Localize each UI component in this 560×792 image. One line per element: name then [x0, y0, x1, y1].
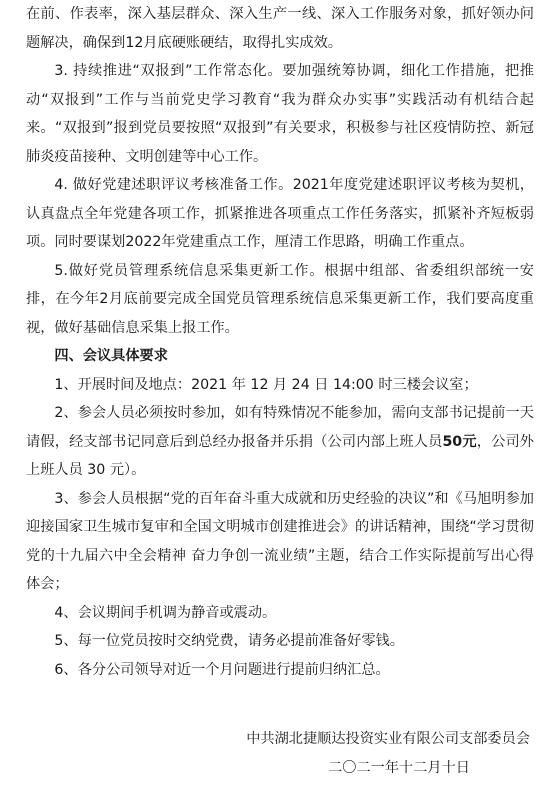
section-heading: 四、会议具体要求 [54, 348, 168, 364]
document-body [26, 0, 534, 684]
item-3-paragraph: 3. 持续推进“双报到”工作常态化。要加强统筹协调，细化工作措施，把推动“双报到”工作与当前党史学习教育“我为群众办实事”实践活动有机结合起来。“双报到”报到党员要按照“双报到”有关要求，积极参与社区疫情防控、新冠肺炎疫苗接种、文明创建等中心工作。 [26, 63, 534, 165]
item-5-paragraph: 5.做好党员管理系统信息采集更新工作。根据中组部、省委组织部统一安排，在今年2月底前要完成全国党员管理系统信息采集更新工作，我们要高度重视，做好基础信息采集上报工作。 [26, 262, 534, 336]
signature-organization: 中共湖北捷顺达投资实业有限公司支部委员会 [246, 731, 530, 747]
requirement-6: 6、各分公司领导对近一个月问题进行提前归纳汇总。 [54, 661, 390, 678]
requirement-1: 1、开展时间及地点：2021 年 12 月 24 日 14:00 时三楼会议室； [54, 376, 478, 393]
requirement-2-text-a: 2、参会人员必须按时参加，如有特殊情况不能参加，需向支部书记提前一天请假，经支部书记同意后到总经办报备并乐捐（公司内部上班人员 [26, 405, 534, 450]
intro-paragraph: 在前、作表率，深入基层群众、深入生产一线、深入工作服务对象，抓好领办问题解决，确保到12月底硬账硬结，取得扎实成效。 [26, 6, 534, 51]
item-4-paragraph: 4. 做好党建述职评议考核准备工作。2021年度党建述职评议考核为契机，认真盘点全年党建各项工作，抓紧推进各项重点工作任务落实，抓紧补齐短板弱项。同时要谋划2022年党建重点工作，厘清工作思路，明确工作重点。 [26, 177, 534, 250]
requirement-2-fee-bold: 50元 [442, 433, 477, 450]
requirement-3: 3、参会人员根据“党的百年奋斗重大成就和历史经验的决议”和《马旭明参加迎接国家卫生城市复审和全国文明城市创建推进会》的讲话精神，围绕“学习贯彻党的十九届六中全会精神 奋力争创一流业绩”主题，结合工作实际提前写出心得体会； [26, 490, 534, 592]
requirement-2-text-b: ，公司外上班人员 30 元）。 [26, 433, 534, 478]
requirement-5: 5、每一位党员按时交纳党费，请务必提前准备好零钱。 [54, 633, 404, 649]
requirement-4: 4、会议期间手机调为静音或震动。 [54, 604, 277, 621]
signature-date: 二〇二一年十二月十日 [328, 760, 470, 776]
requirement-2 [26, 399, 534, 485]
